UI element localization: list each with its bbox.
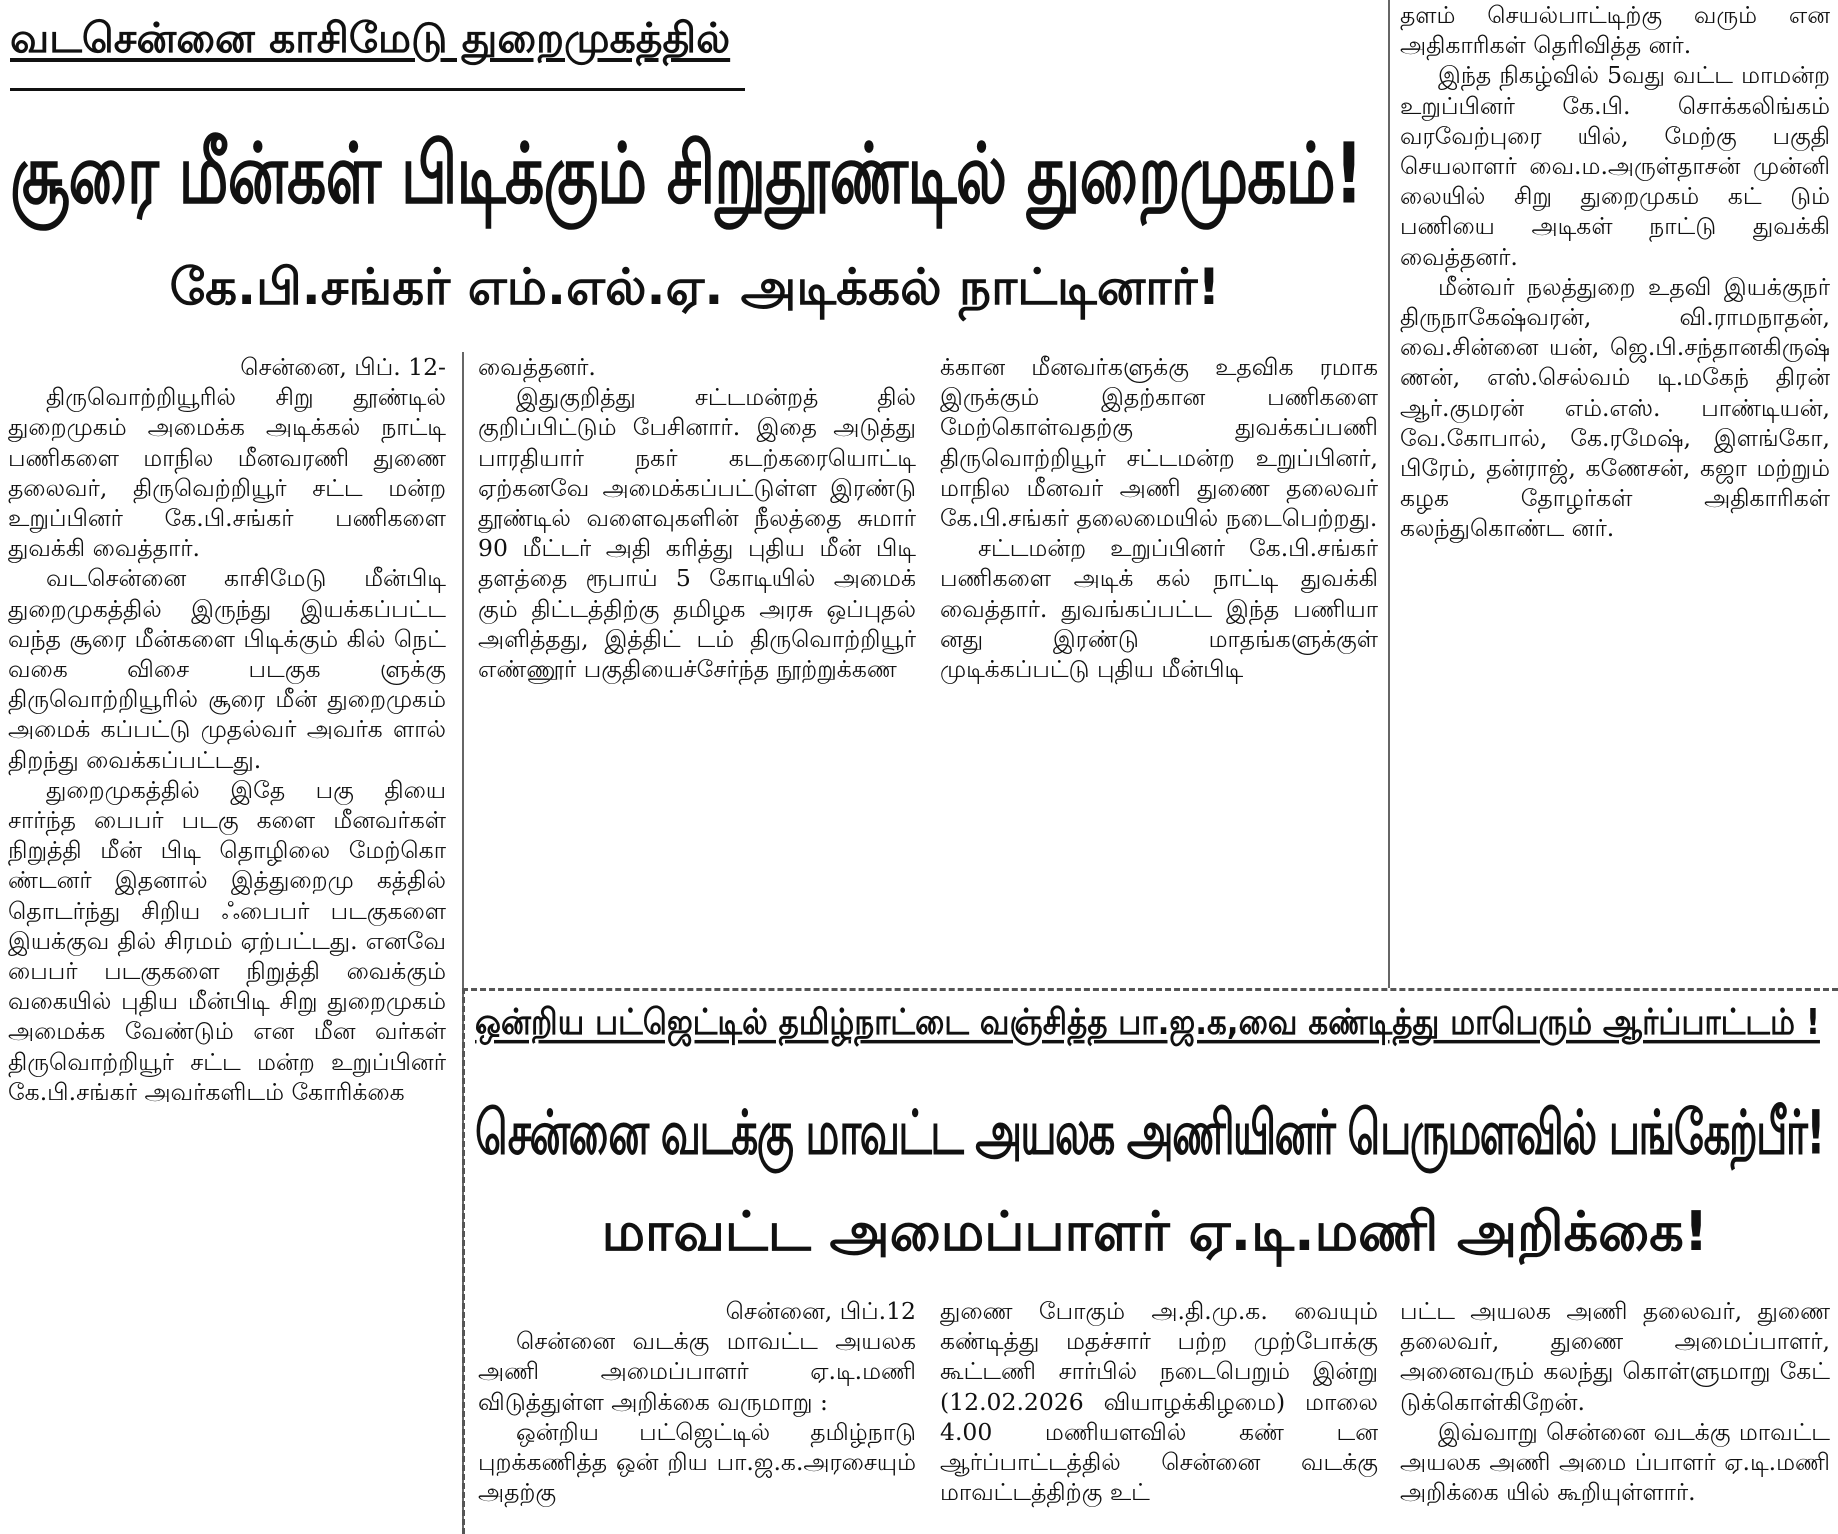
article2-kicker: ஒன்றிய பட்ஜெட்டில் தமிழ்நாட்டை வஞ்சித்த பா.ஜ.க,வை கண்டித்து மாபெரும் ஆர்ப்பாட்டம் !: [475, 1002, 1820, 1044]
article2-box-top-border: [462, 988, 1838, 991]
article1-column-4: [1400, 0, 1830, 544]
article2-paragraph-continued: துணை போகும் அ.தி.மு.க. வையும் கண்டித்து மதச்சார் பற்ற முற்போக்கு கூட்டணி சார்பில் நடைபெறும் இன்று (12.02.2026 வியாழக்கிழமை) மாலை 4.00 மணியளவில் கண் டன ஆர்ப்பாட்டத்தில் சென்னை வடக்கு மாவட்டத்திற்கு உட்: [940, 1297, 1378, 1507]
article2-paragraph-continued: பட்ட அயலக அணி தலைவர், துணை தலைவர், துணை அமைப்பாளர், அனைவரும் கலந்து கொள்ளுமாறு கேட் டுக்கொள்கிறேன்.: [1400, 1297, 1830, 1416]
article2-subhead: மாவட்ட அமைப்பாளர் ஏ.டி.மணி அறிக்கை!: [601, 1200, 1709, 1263]
article1-kicker: வடசென்னை காசிமேடு துறைமுகத்தில்: [10, 14, 731, 62]
article1-paragraph: இதுகுறித்து சட்டமன்றத் தில் குறிப்பிட்டும் பேசினார். இதை அடுத்து பாரதியார் நகர் கடற்கரையொட்டி ஏற்கனவே அமைக்கப்பட்டுள்ள இரண்டு தூண்டில் வளைவுகளின் நீலத்தை சுமார் 90 மீட்டர் அதி கரித்து புதிய மீன் பிடி தளத்தை ரூபாய் 5 கோடியில் அமைக் கும் திட்டத்திற்கு தமிழக அரசு ஒப்புதல் அளித்தது, இத்திட் டம் திருவொற்றியூர் எண்ணூர் பகுதியைச்சேர்ந்த நூற்றுக்கண: [478, 383, 916, 684]
article1-paragraph-continued: தளம் செயல்பாட்டிற்கு வரும் என அதிகாரிகள் தெரிவித்த னர்.: [1400, 1, 1830, 60]
article2-paragraph: சென்னை வடக்கு மாவட்ட அயலக அணி அமைப்பாளர் ஏ.டி.மணி விடுத்துள்ள அறிக்கை வருமாறு :: [478, 1327, 916, 1416]
article1-dateline: சென்னை, பிப். 12-: [240, 353, 446, 381]
article1-column-3: [940, 352, 1378, 684]
article2-paragraph: ஒன்றிய பட்ஜெட்டில் தமிழ்நாடு புறக்கணித்த ஒன் றிய பா.ஜ.க.அரசையும் அதற்கு: [478, 1417, 916, 1507]
article1-column-1: [8, 352, 446, 1107]
article1-headline: சூரை மீன்கள் பிடிக்கும் சிறுதூண்டில் துறைமுகம்!: [10, 124, 1363, 223]
article1-paragraph: சட்டமன்ற உறுப்பினர் கே.பி.சங்கர் பணிகளை அடிக் கல் நாட்டி துவக்கி வைத்தார். துவங்கப்பட்ட இந்த பணியா னது இரண்டு மாதங்களுக்குள் முடிக்கப்பட்டு புதிய மீன்பிடி: [940, 534, 1378, 684]
article1-paragraph-continued: வைத்தனர்.: [478, 353, 596, 381]
article2-headline: சென்னை வடக்கு மாவட்ட அயலக அணியினர் பெருமளவில் பங்கேற்பீர்!: [475, 1097, 1824, 1169]
article2-column-3: [1400, 1296, 1830, 1507]
kicker-rule: [10, 88, 745, 91]
article2-dateline: சென்னை, பிப்.12: [725, 1297, 916, 1325]
article1-paragraph: வடசென்னை காசிமேடு மீன்பிடி துறைமுகத்தில் இருந்து இயக்கப்பட்ட வந்த சூரை மீன்களை பிடிக்கும் கில் நெட் வகை விசை படகுக ளுக்கு திருவொற்றியூரில் சூரை மீன் துறைமுகம் அமைக் கப்பட்டு முதல்வர் அவர்க ளால் திறந்து வைக்கப்பட்டது.: [8, 564, 446, 774]
article1-paragraph-continued: க்கான மீனவர்களுக்கு உதவிக ரமாக இருக்கும் இதற்கான பணிகளை மேற்கொள்வதற்கு துவக்கப்பணி திருவொற்றியூர் சட்டமன்ற உறுப்பினர், மாநில மீனவர் அணி துணை தலைவர் கே.பி.சங்கர் தலைமையில் நடைபெற்றது.: [940, 353, 1378, 533]
article1-subhead: கே.பி.சங்கர் எம்.எல்.ஏ. அடிக்கல் நாட்டினார்!: [169, 258, 1221, 316]
article2-column-2: [940, 1296, 1378, 1507]
article2-column-1: [478, 1296, 916, 1507]
article1-paragraph: துறைமுகத்தில் இதே பகு தியை சார்ந்த பைபர் படகு களை மீனவர்கள் நிறுத்தி மீன் பிடி தொழிலை மேற்கொ ண்டனர் இதனால் இத்துறைமு கத்தில் தொடர்ந்து சிறிய ஃபைபர் படகுகளை இயக்குவ தில் சிரமம் ஏற்பட்டது. எனவே பைபர் படகுகளை நிறுத்தி வைக்கும் வகையில் புதிய மீன்பிடி சிறு துறைமுகம் அமைக்க வேண்டும் என மீன வர்கள் திருவொற்றியூர் சட்ட மன்ற உறுப்பினர் கே.பி.சங்கர் அவர்களிடம் கோரிக்கை: [8, 775, 446, 1106]
column-divider: [1388, 0, 1390, 988]
article1-paragraph: திருவொற்றியூரில் சிறு தூண்டில் துறைமுகம் அமைக்க அடிக்கல் நாட்டி பணிகளை மாநில மீனவரணி துணை தலைவர், திருவெற்றியூர் சட்ட மன்ற உறுப்பினர் கே.பி.சங்கர் பணிகளை துவக்கி வைத்தார்.: [8, 383, 446, 563]
article1-paragraph: மீன்வர் நலத்துறை உதவி இயக்குநர் திருநாகேஷ்வரன், வி.ராமநாதன், வை.சின்னை யன், ஜெ.பி.சந்தானகிருஷ் ணன், எஸ்.செல்வம் டி.மகேந் திரன் ஆர்.குமரன் எம்.எஸ். பாண்டியன், வே.கோபால், கே.ரமேஷ், இளங்கோ, பிரேம், தன்ராஜ், கணேசன், கஜா மற்றும் கழக தோழர்கள் அதிகாரிகள் கலந்துகொண்ட னர்.: [1400, 272, 1830, 543]
article2-box-left-border: [462, 988, 465, 1534]
article2-paragraph: இவ்வாறு சென்னை வடக்கு மாவட்ட அயலக அணி அமை ப்பாளர் ஏ.டி.மணி அறிக்கை யில் கூறியுள்ளார்.: [1400, 1417, 1830, 1507]
article1-column-2: [478, 352, 916, 684]
article1-paragraph: இந்த நிகழ்வில் 5வது வட்ட மாமன்ற உறுப்பினர் கே.பி. சொக்கலிங்கம் வரவேற்புரை யில், மேற்கு பகுதி செயலாளர் வை.ம.அருள்தாசன் முன்னி லையில் சிறு துறைமுகம் கட் டும் பணியை அடிகள் நாட்டு துவக்கி வைத்தனர்.: [1400, 61, 1830, 271]
